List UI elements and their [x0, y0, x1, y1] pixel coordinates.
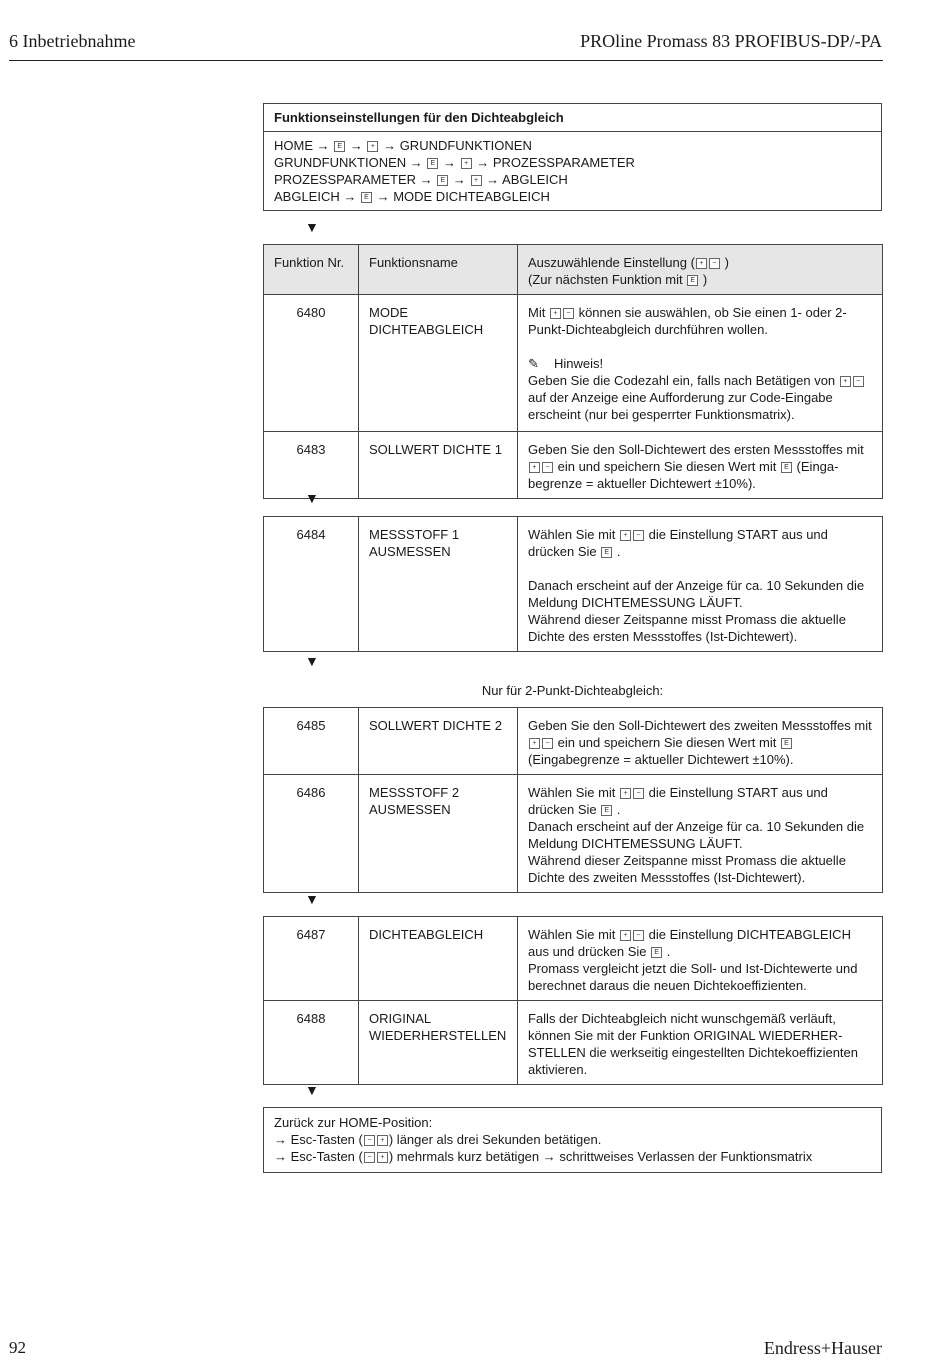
function-table-2: [263, 516, 883, 652]
pencil-note-icon: ✎: [528, 356, 539, 371]
function-table-3: [263, 707, 883, 893]
minus-key-icon: −: [853, 376, 864, 387]
down-arrow-icon: ▼: [305, 219, 319, 235]
plus-key-icon: +: [377, 1152, 388, 1163]
setting-text: die Einstellung START aus und drücken Sie: [528, 527, 828, 559]
setting-text: Geben Sie den Soll-Dichtewert des ersten Messstoffes mit: [528, 442, 864, 457]
plus-key-icon: +: [696, 258, 707, 269]
setting-text: (Eingabegrenze = aktueller Dichtewert ±10%).: [528, 752, 794, 767]
setting-text: ein und speichern Sie diesen Wert mit: [554, 735, 780, 750]
enter-key-icon: E: [687, 275, 698, 286]
nav-text: PROZESSPARAMETER →: [274, 172, 437, 187]
function-setting: [518, 517, 883, 652]
down-arrow-icon: ▼: [305, 891, 319, 907]
settings-box-title: Funktionseinstellungen für den Dichteabgleich: [264, 104, 881, 132]
header-text: ): [724, 255, 729, 270]
plus-key-icon: +: [620, 788, 631, 799]
enter-key-icon: E: [651, 947, 662, 958]
plus-enter-key-icon: +: [367, 141, 378, 152]
nav-text: → GRUNDFUNKTIONEN: [379, 138, 532, 153]
settings-box: [263, 103, 882, 211]
minus-key-icon: −: [364, 1152, 375, 1163]
home-text: ) mehrmals kurz betätigen → schrittweises Verlassen der Funktionsmatrix: [388, 1149, 813, 1164]
function-setting: [518, 708, 883, 775]
esc-keys-icon: [363, 1148, 389, 1165]
function-number: 6483: [264, 432, 359, 499]
function-name: MESSSTOFF 1 AUSMESSEN: [359, 517, 518, 652]
home-box-line: [274, 1148, 871, 1165]
setting-text: Danach erscheint auf der Anzeige für ca. 10 Sekunden die Meldung DICHTEMESSUNG LÄUFT.: [528, 819, 865, 851]
function-setting: [518, 917, 883, 1001]
function-name: ORIGINAL WIEDERHERSTELLEN: [359, 1001, 518, 1085]
enter-key-icon: E: [427, 158, 438, 169]
down-arrow-icon: ▼: [305, 1082, 319, 1098]
minus-key-icon: −: [542, 738, 553, 749]
plus-key-icon: +: [620, 530, 631, 541]
product-title: PROline Promass 83 PROFIBUS-DP/-PA: [580, 31, 882, 51]
enter-key-icon: E: [437, 175, 448, 186]
function-setting: Falls der Dichteabgleich nicht wunschgemäß verläuft, können Sie mit der Funktion ORIGINAL WIEDERHER-STELLEN die werkseitig eingestellten Dichtekoeffizienten aktivieren.: [518, 1001, 883, 1085]
plus-key-icon: +: [620, 930, 631, 941]
plus-key-icon: +: [550, 308, 561, 319]
function-table-1: [263, 244, 883, 499]
minus-key-icon: −: [563, 308, 574, 319]
nav-text: → ABGLEICH: [482, 172, 568, 187]
plus-key-icon: +: [529, 462, 540, 473]
plus-minus-keys-icon: [549, 304, 575, 321]
plus-minus-keys-icon: [839, 372, 865, 389]
nav-line: [274, 188, 871, 205]
table-header-row: [264, 245, 883, 295]
setting-text: können sie auswählen, ob Sie einen 1- oder 2-Punkt-Dichteabgleich durchführen wollen.: [528, 305, 847, 337]
plus-key-icon: +: [377, 1135, 388, 1146]
down-arrow-icon: ▼: [305, 653, 319, 669]
home-text: ) länger als drei Sekunden betätigen.: [388, 1132, 602, 1147]
setting-text: die Einstellung START aus und drücken Sie: [528, 785, 828, 817]
plus-minus-keys-icon: [528, 734, 554, 751]
home-position-box: [263, 1107, 882, 1173]
plus-key-icon: +: [840, 376, 851, 387]
enter-key-icon: E: [781, 462, 792, 473]
table-row: [264, 517, 883, 652]
header-text: Auszuwählende Einstellung (: [528, 255, 695, 270]
header-text: (Zur nächsten Funktion mit: [528, 272, 687, 287]
header-rule: [9, 60, 883, 61]
enter-key-icon: E: [334, 141, 345, 152]
minus-key-icon: −: [633, 930, 644, 941]
setting-text: die Einstellung DICHTEABGLEICH aus und drücken Sie: [528, 927, 851, 959]
nav-line: [274, 171, 871, 188]
function-number: 6485: [264, 708, 359, 775]
setting-text: .: [663, 944, 671, 959]
home-box-line: [274, 1131, 871, 1148]
function-name: MESSSTOFF 2 AUSMESSEN: [359, 775, 518, 893]
function-name: DICHTEABGLEICH: [359, 917, 518, 1001]
function-setting: [518, 295, 883, 432]
function-number: 6484: [264, 517, 359, 652]
function-number: 6486: [264, 775, 359, 893]
setting-text: Geben Sie die Codezahl ein, falls nach Betätigen von: [528, 373, 839, 388]
setting-text: Mit: [528, 305, 549, 320]
table-row: [264, 917, 883, 1001]
function-name: MODE DICHTEABGLEICH: [359, 295, 518, 432]
page-number: 92: [9, 1338, 26, 1357]
plus-key-icon: +: [529, 738, 540, 749]
setting-text: Promass vergleicht jetzt die Soll- und Ist-Dichtewerte und berechnet daraus die neuen Dichtekoeffizienten.: [528, 961, 858, 993]
home-box-title: Zurück zur HOME-Position:: [274, 1115, 433, 1130]
setting-text: ein und speichern Sie diesen Wert mit: [554, 459, 780, 474]
column-header-name: Funktionsname: [359, 245, 518, 295]
setting-text: auf der Anzeige eine Aufforderung zur Code-Eingabe erscheint (nur bei gesperrter Funktionsmatrix).: [528, 390, 833, 422]
column-header-number: Funktion Nr.: [264, 245, 359, 295]
setting-text: .: [613, 544, 621, 559]
table-row: [264, 432, 883, 499]
enter-key-icon: E: [601, 805, 612, 816]
function-table-4: [263, 916, 883, 1085]
setting-text: Geben Sie den Soll-Dichtewert des zweiten Messstoffes mit: [528, 718, 872, 733]
two-point-only-label: Nur für 2-Punkt-Dichteabgleich:: [481, 683, 664, 698]
minus-key-icon: −: [542, 462, 553, 473]
minus-key-icon: −: [633, 788, 644, 799]
nav-text: → PROZESSPARAMETER: [472, 155, 635, 170]
table-row: [264, 1001, 883, 1085]
setting-text: Wählen Sie mit: [528, 785, 620, 800]
minus-key-icon: −: [709, 258, 720, 269]
home-text: → Esc-Tasten (: [274, 1149, 363, 1164]
down-arrow-icon: ▼: [305, 490, 319, 506]
table-row: [264, 295, 883, 432]
nav-line: [274, 154, 871, 171]
nav-text: → MODE DICHTEABGLEICH: [372, 189, 550, 204]
table-row: [264, 708, 883, 775]
plus-enter-key-icon: +: [461, 158, 472, 169]
function-number: 6480: [264, 295, 359, 432]
nav-text: →: [439, 155, 460, 170]
setting-text: Wählen Sie mit: [528, 927, 620, 942]
header-text: ): [702, 272, 708, 287]
multi-enter-key-icon: E: [361, 192, 372, 203]
plus-minus-keys-icon: [695, 254, 721, 271]
setting-text: Wählen Sie mit: [528, 527, 620, 542]
nav-line: [274, 137, 871, 154]
function-setting: [518, 432, 883, 499]
function-number: 6488: [264, 1001, 359, 1085]
esc-keys-icon: [363, 1131, 389, 1148]
setting-text: Während dieser Zeitspanne misst Promass die aktuelle Dichte des zweiten Messstoffes (Ist-Dichtewert).: [528, 853, 846, 885]
setting-text: .: [613, 802, 621, 817]
column-header-setting: [518, 245, 883, 295]
plus-enter-key-icon: +: [471, 175, 482, 186]
nav-text: ABGLEICH →: [274, 189, 360, 204]
nav-text: HOME →: [274, 138, 334, 153]
nav-text: →: [346, 138, 367, 153]
plus-minus-keys-icon: [619, 784, 645, 801]
brand-name: Endress+Hauser: [763, 1338, 882, 1358]
function-name: SOLLWERT DICHTE 1: [359, 432, 518, 499]
minus-key-icon: −: [364, 1135, 375, 1146]
enter-key-icon: E: [601, 547, 612, 558]
plus-minus-keys-icon: [619, 526, 645, 543]
function-setting: [518, 775, 883, 893]
table-row: [264, 775, 883, 893]
home-text: → Esc-Tasten (: [274, 1132, 363, 1147]
note-label: Hinweis!: [554, 356, 604, 371]
setting-text: Während dieser Zeitspanne misst Promass die aktuelle Dichte des ersten Messstoffes (Ist-Dichtewert).: [528, 612, 846, 644]
enter-key-icon: E: [781, 738, 792, 749]
plus-minus-keys-icon: [528, 458, 554, 475]
plus-minus-keys-icon: [619, 926, 645, 943]
nav-text: GRUNDFUNKTIONEN →: [274, 155, 427, 170]
nav-text: →: [449, 172, 470, 187]
navigation-path: [264, 132, 881, 210]
setting-text: Danach erscheint auf der Anzeige für ca. 10 Sekunden die Meldung DICHTEMESSUNG LÄUFT.: [528, 578, 865, 610]
section-title: 6 Inbetriebnahme: [9, 31, 136, 51]
function-name: SOLLWERT DICHTE 2: [359, 708, 518, 775]
setting-text: (Einga-begrenze = aktueller Dichtewert ±10%).: [528, 459, 839, 491]
function-number: 6487: [264, 917, 359, 1001]
minus-key-icon: −: [633, 530, 644, 541]
